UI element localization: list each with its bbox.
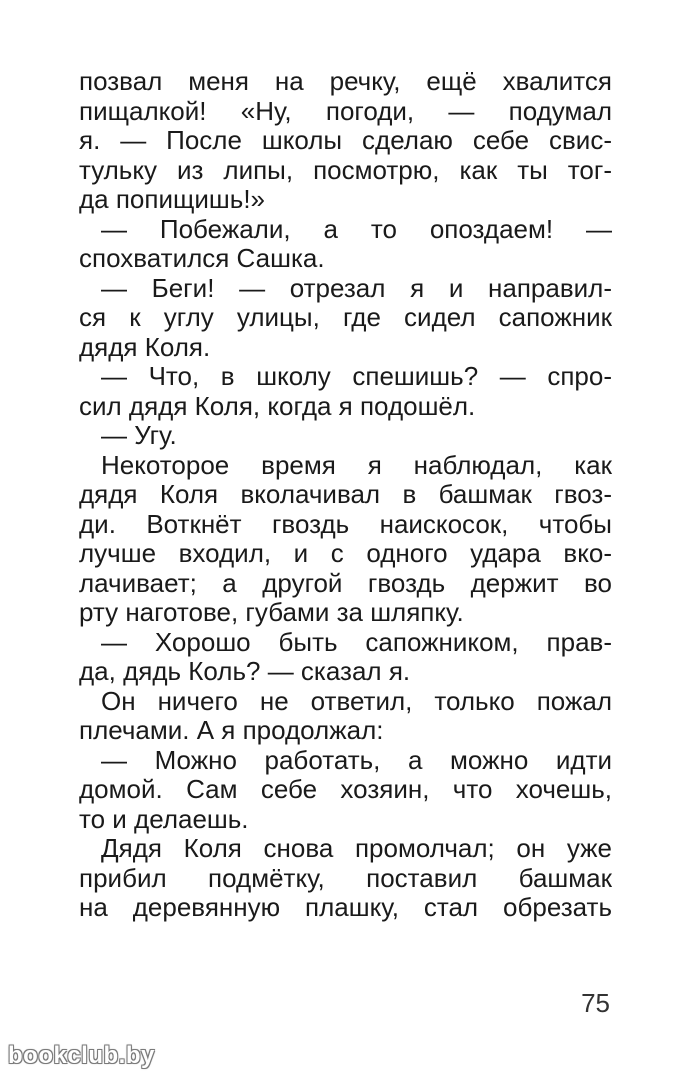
text-line: — Можно работать, а можно идти [101, 744, 612, 775]
text-line: плечами. А я продолжал: [79, 715, 384, 745]
text-line: домой. Сам себе хозяин, что хочешь, [79, 774, 612, 804]
text-line: на деревянную плашку, стал обрезать [79, 892, 612, 922]
text-line: тульку из липы, посмотрю, как ты тог- [79, 154, 612, 185]
text-line: — Побежали, а то опоздаем! — [101, 213, 612, 244]
text-line: Он ничего не ответил, только пожал [101, 685, 612, 716]
body-text [79, 67, 612, 923]
text-line: — Что, в школу спешишь? — спро- [101, 361, 612, 391]
text-line: прибил подмётку, поставил башмак [79, 862, 612, 893]
text-line: то и делаешь. [79, 803, 249, 834]
text-line: — Хорошо быть сапожником, прав- [101, 626, 612, 657]
text-line: сил дядя Коля, когда я подошёл. [79, 390, 476, 421]
text-line: позвал меня на речку, ещё хвалится [79, 66, 612, 96]
text-line: Некоторое время я наблюдал, как [101, 449, 612, 480]
text-line: ся к углу улицы, где сидел сапожник [79, 302, 612, 332]
text-line: Дядя Коля снова промолчал; он уже [101, 833, 612, 863]
watermark: bookclub.by [8, 1042, 155, 1069]
text-line: да попищишь!» [79, 184, 265, 214]
text-line: — Беги! — отрезал я и направил- [101, 272, 612, 303]
page-number: 75 [581, 988, 610, 1018]
text-line: — Угу. [101, 420, 177, 450]
text-line: рту наготове, губами за шляпку. [79, 597, 464, 627]
text-line: ди. Воткнёт гвоздь наискосок, чтобы [79, 508, 612, 539]
text-line: лучше входил, и с одного удара вко- [79, 538, 612, 568]
text-line: дядя Коля вколачивал в башмак гвоз- [79, 479, 612, 509]
text-line: пищалкой! «Ну, погоди, — подумал [79, 95, 612, 126]
text-line: да, дядь Коль? — сказал я. [79, 656, 411, 686]
text-line: дядя Коля. [79, 331, 211, 362]
text-line: лачивает; а другой гвоздь держит во [79, 567, 612, 598]
text-line: я. — После школы сделаю себе свис- [79, 125, 612, 155]
text-line: спохватился Сашка. [79, 243, 325, 273]
